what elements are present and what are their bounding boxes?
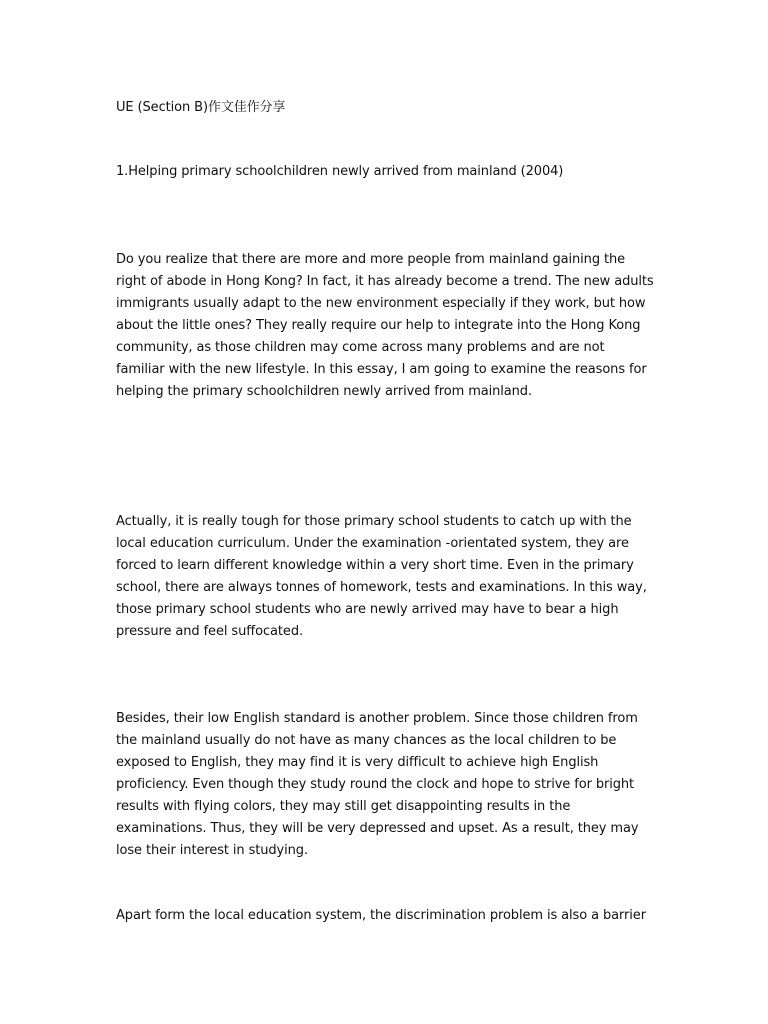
paragraph-4: Apart form the local education system, the discrimination problem is also a barrier [116, 908, 646, 923]
paragraph-3: Besides, their low English standard is another problem. Since those children from the mainland usually do not have as many chances as the local children to be exposed to English, they may find it is very difficult to achieve high English proficiency. Even though they study round the clock and hope to strive for bright results with flying colors, they may still get disappointing results in the examinations. Thus, they will be very depressed and upset. As a result, they may lose their interest in studying. [116, 711, 639, 858]
paragraph-2: Actually, it is really tough for those primary school students to catch up with the local education curriculum. Under the examination -orientated system, they are forced to learn different knowledge within a very short time. Even in the primary school, there are always tonnes of homework, tests and examinations. In this way, those primary school students who are newly arrived may have to bear a high pressure and feel suffocated. [116, 514, 647, 639]
document-title: UE (Section B)作文佳作分享 [116, 100, 286, 115]
paragraph-1: Do you realize that there are more and more people from mainland gaining the right of abode in Hong Kong? In fact, it has already become a trend. The new adults immigrants usually adapt to the new environment especially if they work, but how about the little ones? They really require our help to integrate into the Hong Kong community, as those children may come across many problems and are not familiar with the new lifestyle. In this essay, I am going to examine the reasons for helping the primary schoolchildren newly arrived from mainland. [116, 252, 654, 399]
essay-heading: 1.Helping primary schoolchildren newly arrived from mainland (2004) [116, 164, 564, 179]
